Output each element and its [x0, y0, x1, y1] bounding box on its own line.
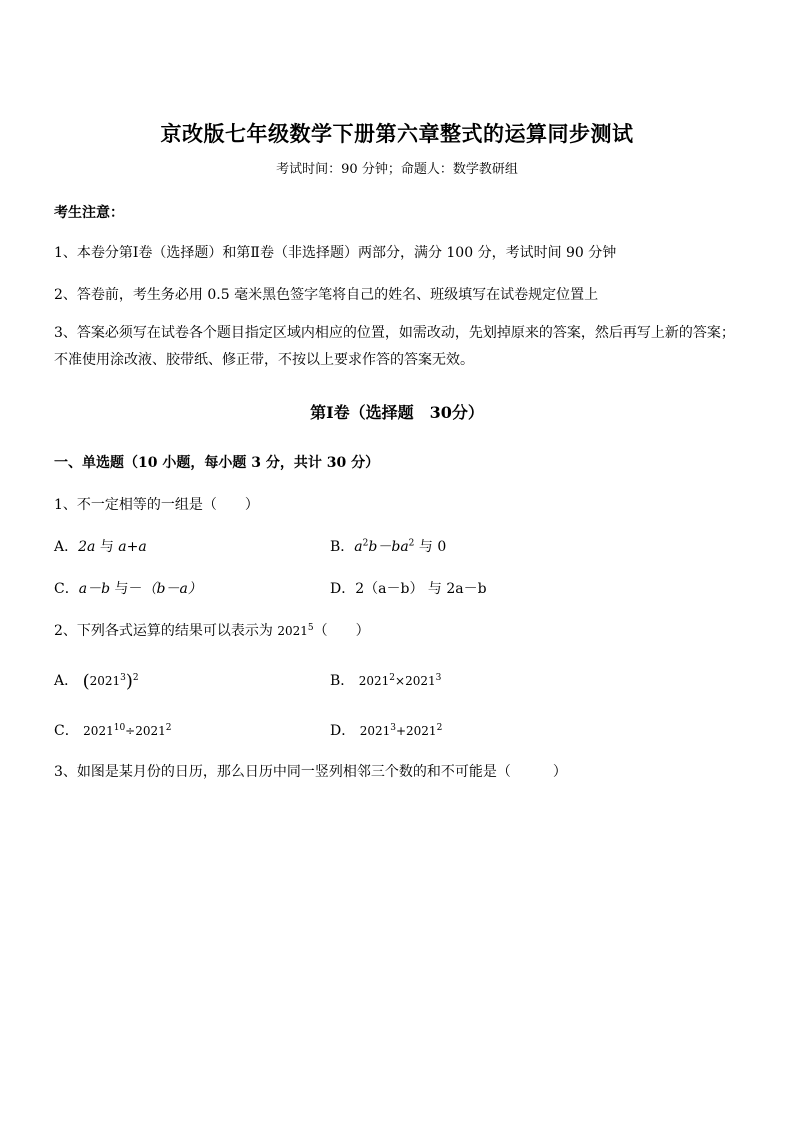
option-expr: [360, 724, 443, 738]
expr-base: 2021: [358, 674, 390, 688]
option-expr: [83, 724, 171, 738]
q2-option-d[interactable]: [330, 720, 442, 740]
question-2-expr: [277, 624, 313, 638]
exam-subtitle: 考试时间：90 分钟；命题人：数学教研组: [276, 162, 518, 177]
q2-option-a[interactable]: [54, 670, 139, 692]
q1-option-d[interactable]: [330, 578, 487, 598]
expr-base: 2021: [406, 724, 437, 738]
note-item-3: 3、答案必须写在试卷各个题目指定区域内相应的位置，如需改动，先划掉原来的答案，然后再写上新的答案；不准使用涂改液、胶带纸、修正带，不按以上要求作答的答案无效。: [54, 325, 735, 368]
expr-exponent: 3: [435, 673, 442, 683]
option-label: A．: [54, 673, 79, 689]
expr-exponent: 5: [307, 623, 314, 633]
option-expr-left: 2a: [78, 539, 96, 555]
note-item-1: 1、本卷分第Ⅰ卷（选择题）和第Ⅱ卷（非选择题）两部分，满分 100 分，考试时间 90 分钟: [54, 245, 617, 261]
option-connector: 与－: [114, 581, 143, 597]
question-2-text: 2、下列各式运算的结果可以表示为: [54, 623, 273, 639]
option-connector: 与: [427, 581, 442, 597]
section-title: 第Ⅰ卷（选择题 30分）: [310, 403, 484, 422]
option-label: C．: [54, 723, 79, 739]
option-label: A．: [54, 539, 79, 555]
expr-base: 2021: [83, 724, 114, 738]
note-item-2: 2、答卷前，考生务必用 0.5 毫米黑色签字笔将自己的姓名、班级填写在试卷规定位置上: [54, 287, 599, 303]
expr-exponent: 3: [390, 723, 396, 733]
option-expr-left: 2（a－b）: [355, 581, 424, 597]
q2-option-c[interactable]: [54, 720, 172, 740]
expr-exponent: 2: [165, 723, 172, 733]
option-expr-right: a+a: [118, 539, 147, 555]
question-1-stem: 1、不一定相等的一组是（ ）: [54, 497, 259, 513]
option-expr-right: 2a－b: [446, 581, 487, 597]
expr-operator: +: [395, 724, 407, 738]
q2-option-b[interactable]: [330, 670, 441, 690]
option-expr: [359, 674, 442, 688]
expr-operator: ×: [395, 674, 406, 688]
expr-exponent: 2: [389, 673, 396, 683]
question-2-blank: （ ）: [313, 623, 370, 639]
right-paren: ): [125, 671, 133, 692]
option-expr-part2: b－ba: [368, 539, 409, 555]
exam-title: 京改版七年级数学下册第六章整式的运算同步测试: [160, 121, 634, 146]
q1-option-a[interactable]: [54, 536, 147, 556]
option-expr-left: a－b: [78, 581, 111, 597]
q1-option-b[interactable]: [330, 536, 446, 556]
expr-exponent-outer: 2: [132, 673, 139, 683]
expr-exponent: 10: [113, 723, 126, 733]
option-connector: 与: [418, 539, 433, 555]
option-expr: [82, 671, 139, 692]
question-2-stem: [54, 620, 370, 640]
option-label: C．: [54, 581, 79, 597]
option-connector: 与: [99, 539, 114, 555]
option-expr-part1: a: [354, 539, 363, 555]
expr-base: 2021: [277, 624, 308, 638]
expr-base: 2021: [135, 724, 166, 738]
expr-operator: ÷: [125, 724, 136, 738]
part-heading: 一、单选题（10 小题，每小题 3 分，共计 30 分）: [54, 455, 380, 471]
option-expr-right: 0: [437, 539, 447, 555]
expr-exponent-inner: 3: [120, 673, 126, 683]
expr-exponent: 2: [436, 723, 443, 733]
question-3-stem: 3、如图是某月份的日历，那么日历中同一竖列相邻三个数的和不可能是（ ）: [54, 764, 567, 780]
option-label: D．: [330, 581, 356, 597]
left-paren: (: [82, 671, 90, 692]
option-expr-right: （b－a）: [142, 581, 202, 597]
notes-heading: 考生注意：: [54, 205, 124, 221]
option-label: B．: [330, 539, 355, 555]
expr-base: 2021: [405, 674, 436, 688]
option-label: B．: [330, 673, 355, 689]
q1-option-c[interactable]: [54, 578, 202, 598]
expr-base: 2021: [359, 724, 391, 738]
option-exponent: 2: [408, 538, 415, 549]
expr-base: 2021: [89, 674, 121, 688]
option-label: D．: [330, 723, 356, 739]
option-exponent: 2: [362, 538, 369, 549]
